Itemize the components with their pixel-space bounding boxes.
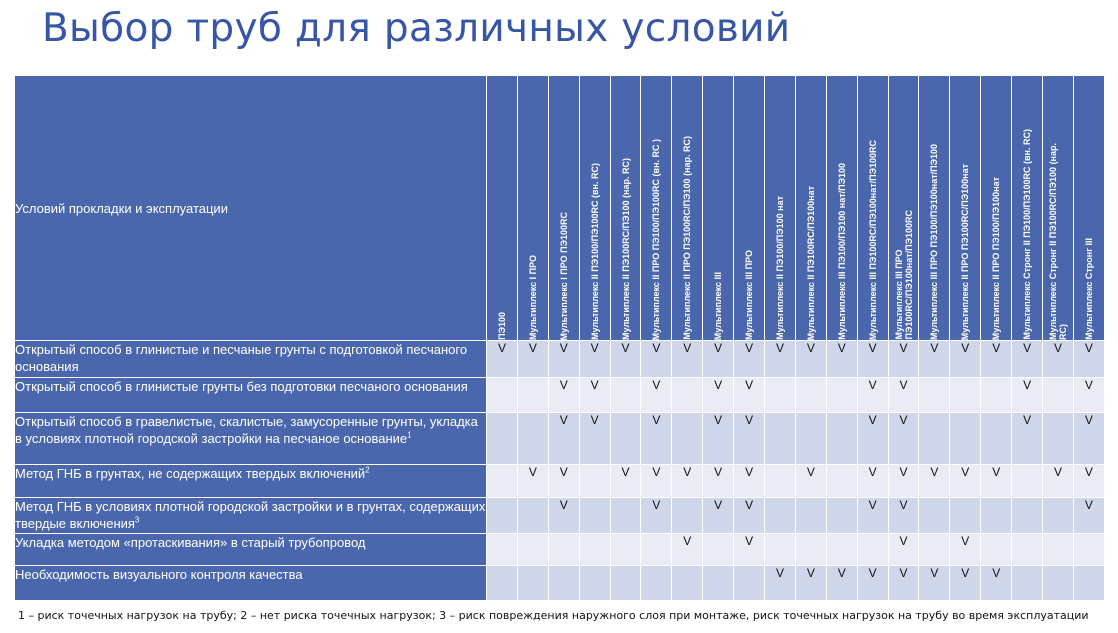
- suitability-cell: [579, 498, 610, 534]
- suitability-cell: [981, 534, 1012, 566]
- column-header: [579, 76, 610, 341]
- column-header-label: Мультиплекс II ПЭ100/ПЭ100 нат: [774, 196, 785, 340]
- suitability-cell: V: [765, 566, 796, 601]
- suitability-cell: [826, 498, 857, 534]
- suitability-cell: [1043, 413, 1074, 465]
- page-title: Выбор труб для различных условий: [42, 6, 791, 51]
- column-header: [1073, 76, 1104, 341]
- column-header-label: Мультиплекс II ПРО ПЭ100RC/ПЭ100нат: [960, 163, 971, 340]
- table-row: [15, 566, 1105, 601]
- column-header-label: Мультиплекс Стронг II ПЭ100RC/ПЭ100 (нар. RC): [1047, 142, 1068, 340]
- suitability-cell: [1012, 534, 1043, 566]
- suitability-cell: [950, 378, 981, 413]
- column-header-label: Мультиплекс III ПРО: [744, 249, 755, 340]
- suitability-cell: V: [795, 341, 826, 378]
- suitability-cell: V: [734, 413, 765, 465]
- suitability-cell: V: [672, 534, 703, 566]
- suitability-cell: [765, 378, 796, 413]
- suitability-cell: V: [672, 465, 703, 498]
- suitability-cell: [610, 566, 641, 601]
- suitability-cell: V: [548, 498, 579, 534]
- column-header: [703, 76, 734, 341]
- suitability-cell: [548, 534, 579, 566]
- suitability-cell: V: [1073, 378, 1104, 413]
- header-row: [15, 76, 1105, 341]
- condition-text: Укладка методом «протаскивания» в старый трубопровод: [15, 535, 366, 550]
- suitability-cell: [641, 534, 672, 566]
- column-header-label: Мультиплекс II ПЭ100RC/ПЭ100нат: [805, 185, 816, 340]
- suitability-cell: [981, 378, 1012, 413]
- suitability-cell: [950, 498, 981, 534]
- column-header-label: Мультиплекс Стронг III: [1083, 238, 1094, 340]
- suitability-cell: V: [641, 413, 672, 465]
- suitability-cell: V: [950, 465, 981, 498]
- table-row: [15, 413, 1105, 465]
- suitability-cell: V: [795, 465, 826, 498]
- suitability-cell: V: [517, 465, 548, 498]
- suitability-cell: V: [703, 378, 734, 413]
- suitability-cell: [795, 498, 826, 534]
- suitability-cell: V: [548, 413, 579, 465]
- column-header-label: Мультиплекс III ПРО ПЭ100/ПЭ100нат/ПЭ100: [929, 143, 940, 340]
- suitability-cell: [765, 413, 796, 465]
- suitability-cell: V: [734, 378, 765, 413]
- footnote-marker: 2: [365, 465, 370, 475]
- suitability-cell: [981, 498, 1012, 534]
- conditions-header: Условий прокладки и эксплуатации: [15, 76, 487, 341]
- table-row: [15, 534, 1105, 566]
- suitability-cell: V: [703, 465, 734, 498]
- suitability-cell: V: [517, 341, 548, 378]
- condition-text: Метод ГНБ в грунтах, не содержащих твердых включений: [15, 466, 366, 481]
- suitability-cell: V: [703, 341, 734, 378]
- suitability-cell: V: [1073, 341, 1104, 378]
- condition-label: [15, 498, 487, 534]
- suitability-cell: [672, 378, 703, 413]
- suitability-cell: V: [487, 341, 518, 378]
- table-row: [15, 465, 1105, 498]
- column-header-label: ПЭ100: [496, 312, 507, 340]
- suitability-cell: V: [579, 341, 610, 378]
- suitability-cell: [610, 413, 641, 465]
- suitability-cell: V: [610, 341, 641, 378]
- column-header: [641, 76, 672, 341]
- suitability-cell: [487, 465, 518, 498]
- condition-label: [15, 465, 487, 498]
- suitability-cell: [919, 534, 950, 566]
- suitability-cell: V: [857, 465, 888, 498]
- suitability-cell: [487, 534, 518, 566]
- column-header: [548, 76, 579, 341]
- suitability-cell: [517, 534, 548, 566]
- suitability-cell: V: [981, 465, 1012, 498]
- suitability-cell: [765, 534, 796, 566]
- column-header: [1012, 76, 1043, 341]
- suitability-cell: [672, 413, 703, 465]
- condition-label: [15, 566, 487, 601]
- column-header: [795, 76, 826, 341]
- suitability-cell: V: [1012, 341, 1043, 378]
- suitability-cell: [579, 534, 610, 566]
- suitability-cell: [672, 498, 703, 534]
- suitability-cell: V: [1073, 413, 1104, 465]
- column-header: [765, 76, 796, 341]
- column-header: [950, 76, 981, 341]
- column-header: [517, 76, 548, 341]
- table-row: [15, 378, 1105, 413]
- suitability-cell: [765, 465, 796, 498]
- column-header-label: Мультиплекс III ПРО ПЭ100RC/ПЭ100нат/ПЭ100RC: [893, 210, 914, 340]
- suitability-cell: [1043, 378, 1074, 413]
- column-header: [1043, 76, 1074, 341]
- suitability-cell: V: [610, 465, 641, 498]
- suitability-cell: [610, 534, 641, 566]
- suitability-cell: V: [1073, 465, 1104, 498]
- suitability-cell: [487, 498, 518, 534]
- condition-label: [15, 378, 487, 413]
- suitability-cell: [517, 498, 548, 534]
- suitability-cell: V: [1012, 413, 1043, 465]
- footnote-marker: 3: [134, 515, 140, 525]
- suitability-cell: V: [548, 378, 579, 413]
- condition-text: Открытый способ в глинистые и песчаные грунты с подготовкой песчаного основания: [15, 342, 468, 374]
- suitability-cell: [795, 378, 826, 413]
- suitability-cell: V: [826, 566, 857, 601]
- column-header: [734, 76, 765, 341]
- suitability-cell: [1012, 498, 1043, 534]
- condition-label: [15, 413, 487, 465]
- suitability-cell: [703, 566, 734, 601]
- suitability-cell: V: [641, 378, 672, 413]
- suitability-cell: V: [919, 465, 950, 498]
- suitability-cell: V: [641, 341, 672, 378]
- column-header-label: Мультиплекс I ПРО ПЭ100RC: [558, 211, 569, 340]
- suitability-cell: V: [919, 341, 950, 378]
- suitability-cell: [579, 465, 610, 498]
- suitability-cell: V: [826, 341, 857, 378]
- suitability-cell: V: [734, 341, 765, 378]
- suitability-cell: [981, 413, 1012, 465]
- suitability-cell: V: [672, 341, 703, 378]
- condition-label: [15, 534, 487, 566]
- condition-text: Метод ГНБ в условиях плотной городской застройки и в грунтах, содержащих твердые включения: [15, 499, 486, 531]
- suitability-cell: [487, 378, 518, 413]
- suitability-cell: V: [734, 498, 765, 534]
- suitability-cell: V: [641, 465, 672, 498]
- suitability-cell: [1043, 498, 1074, 534]
- suitability-cell: V: [857, 498, 888, 534]
- condition-text: Открытый способ в гравелистые, скалистые, замусоренные грунты, укладка в условиях плотной городской застройки на песчаное основание: [15, 414, 478, 446]
- suitability-cell: [826, 465, 857, 498]
- column-header-label: Мультиплекс III ПЭ100/ПЭ100 нат/ПЭ100: [836, 163, 847, 340]
- suitability-cell: [826, 413, 857, 465]
- suitability-cell: V: [888, 378, 919, 413]
- suitability-cell: V: [981, 566, 1012, 601]
- suitability-cell: [734, 566, 765, 601]
- table-row: [15, 498, 1105, 534]
- suitability-cell: [641, 566, 672, 601]
- column-header-label: Мультиплекс Стронг II ПЭ100/ПЭ100RC (вн. RC): [1022, 129, 1033, 340]
- column-header: [857, 76, 888, 341]
- suitability-cell: [703, 534, 734, 566]
- column-header-label: Мультиплекс II ПЭ100/ПЭ100RC (вн. RC): [589, 163, 600, 340]
- suitability-cell: V: [888, 465, 919, 498]
- column-header-label: Мультиплекс II ПРО ПЭ100RC/ПЭ100 (нар. RC): [682, 136, 693, 340]
- suitability-cell: [950, 413, 981, 465]
- suitability-cell: [517, 378, 548, 413]
- suitability-cell: V: [888, 341, 919, 378]
- suitability-cell: V: [703, 413, 734, 465]
- footnote-marker: 1: [407, 430, 412, 440]
- suitability-cell: V: [888, 566, 919, 601]
- column-header: [919, 76, 950, 341]
- condition-text: Необходимость визуального контроля качества: [15, 567, 303, 582]
- suitability-cell: V: [765, 341, 796, 378]
- column-header: [981, 76, 1012, 341]
- suitability-cell: V: [950, 341, 981, 378]
- suitability-cell: V: [579, 413, 610, 465]
- suitability-cell: [517, 566, 548, 601]
- suitability-cell: [548, 566, 579, 601]
- suitability-cell: V: [857, 413, 888, 465]
- column-header-label: Мультиплекс III ПЭ100RC/ПЭ100нат/ПЭ100RC: [867, 139, 878, 340]
- suitability-cell: V: [857, 566, 888, 601]
- suitability-cell: [826, 378, 857, 413]
- column-header-label: Мультиплекс II ПЭ100RC/ПЭ100 (нар. RC): [620, 158, 631, 340]
- suitability-cell: V: [1043, 341, 1074, 378]
- suitability-cell: V: [857, 378, 888, 413]
- suitability-cell: V: [548, 465, 579, 498]
- suitability-cell: V: [641, 498, 672, 534]
- suitability-cell: [1043, 534, 1074, 566]
- suitability-cell: V: [579, 378, 610, 413]
- suitability-cell: V: [734, 465, 765, 498]
- column-header: [487, 76, 518, 341]
- suitability-cell: V: [950, 534, 981, 566]
- pipe-selection-table: [14, 75, 1105, 601]
- column-header: [672, 76, 703, 341]
- suitability-cell: V: [703, 498, 734, 534]
- suitability-cell: V: [734, 534, 765, 566]
- suitability-cell: [1073, 534, 1104, 566]
- suitability-cell: [795, 413, 826, 465]
- column-header-label: Мультиплекс I ПРО: [527, 254, 538, 340]
- suitability-cell: [517, 413, 548, 465]
- suitability-cell: [487, 566, 518, 601]
- suitability-cell: [487, 413, 518, 465]
- suitability-cell: V: [888, 498, 919, 534]
- suitability-cell: V: [950, 566, 981, 601]
- suitability-cell: [919, 413, 950, 465]
- column-header: [826, 76, 857, 341]
- suitability-cell: [672, 566, 703, 601]
- suitability-cell: [610, 498, 641, 534]
- suitability-cell: V: [1043, 465, 1074, 498]
- column-header: [610, 76, 641, 341]
- suitability-cell: [1043, 566, 1074, 601]
- column-header-label: Мультиплекс II ПРО ПЭ100/ПЭ100нат: [991, 176, 1002, 340]
- suitability-cell: [826, 534, 857, 566]
- suitability-cell: [919, 378, 950, 413]
- suitability-cell: [765, 498, 796, 534]
- suitability-cell: [1012, 465, 1043, 498]
- column-header: [888, 76, 919, 341]
- condition-label: [15, 341, 487, 378]
- suitability-cell: [1073, 566, 1104, 601]
- suitability-cell: V: [857, 341, 888, 378]
- footnote: 1 – риск точечных нагрузок на трубу; 2 – нет риска точечных нагрузок; 3 – риск повреждения наружного слоя при монтаже, риск точечных нагрузок на трубу во время эксплуатации: [18, 609, 1089, 622]
- suitability-cell: V: [548, 341, 579, 378]
- column-header-label: Мультиплекс III: [713, 271, 724, 340]
- suitability-cell: [579, 566, 610, 601]
- column-header-label: Мультиплекс II ПРО ПЭ100/ПЭ100RC (вн. RC ): [651, 138, 662, 340]
- suitability-cell: [1012, 566, 1043, 601]
- table-row: [15, 341, 1105, 378]
- suitability-cell: V: [795, 566, 826, 601]
- suitability-cell: [857, 534, 888, 566]
- suitability-cell: [795, 534, 826, 566]
- suitability-cell: V: [981, 341, 1012, 378]
- suitability-cell: V: [919, 566, 950, 601]
- suitability-cell: V: [1012, 378, 1043, 413]
- suitability-cell: V: [888, 534, 919, 566]
- condition-text: Открытый способ в глинистые грунты без подготовки песчаного основания: [15, 379, 468, 394]
- table-body: [15, 341, 1105, 601]
- suitability-cell: [610, 378, 641, 413]
- suitability-cell: V: [1073, 498, 1104, 534]
- suitability-cell: [919, 498, 950, 534]
- suitability-cell: V: [888, 413, 919, 465]
